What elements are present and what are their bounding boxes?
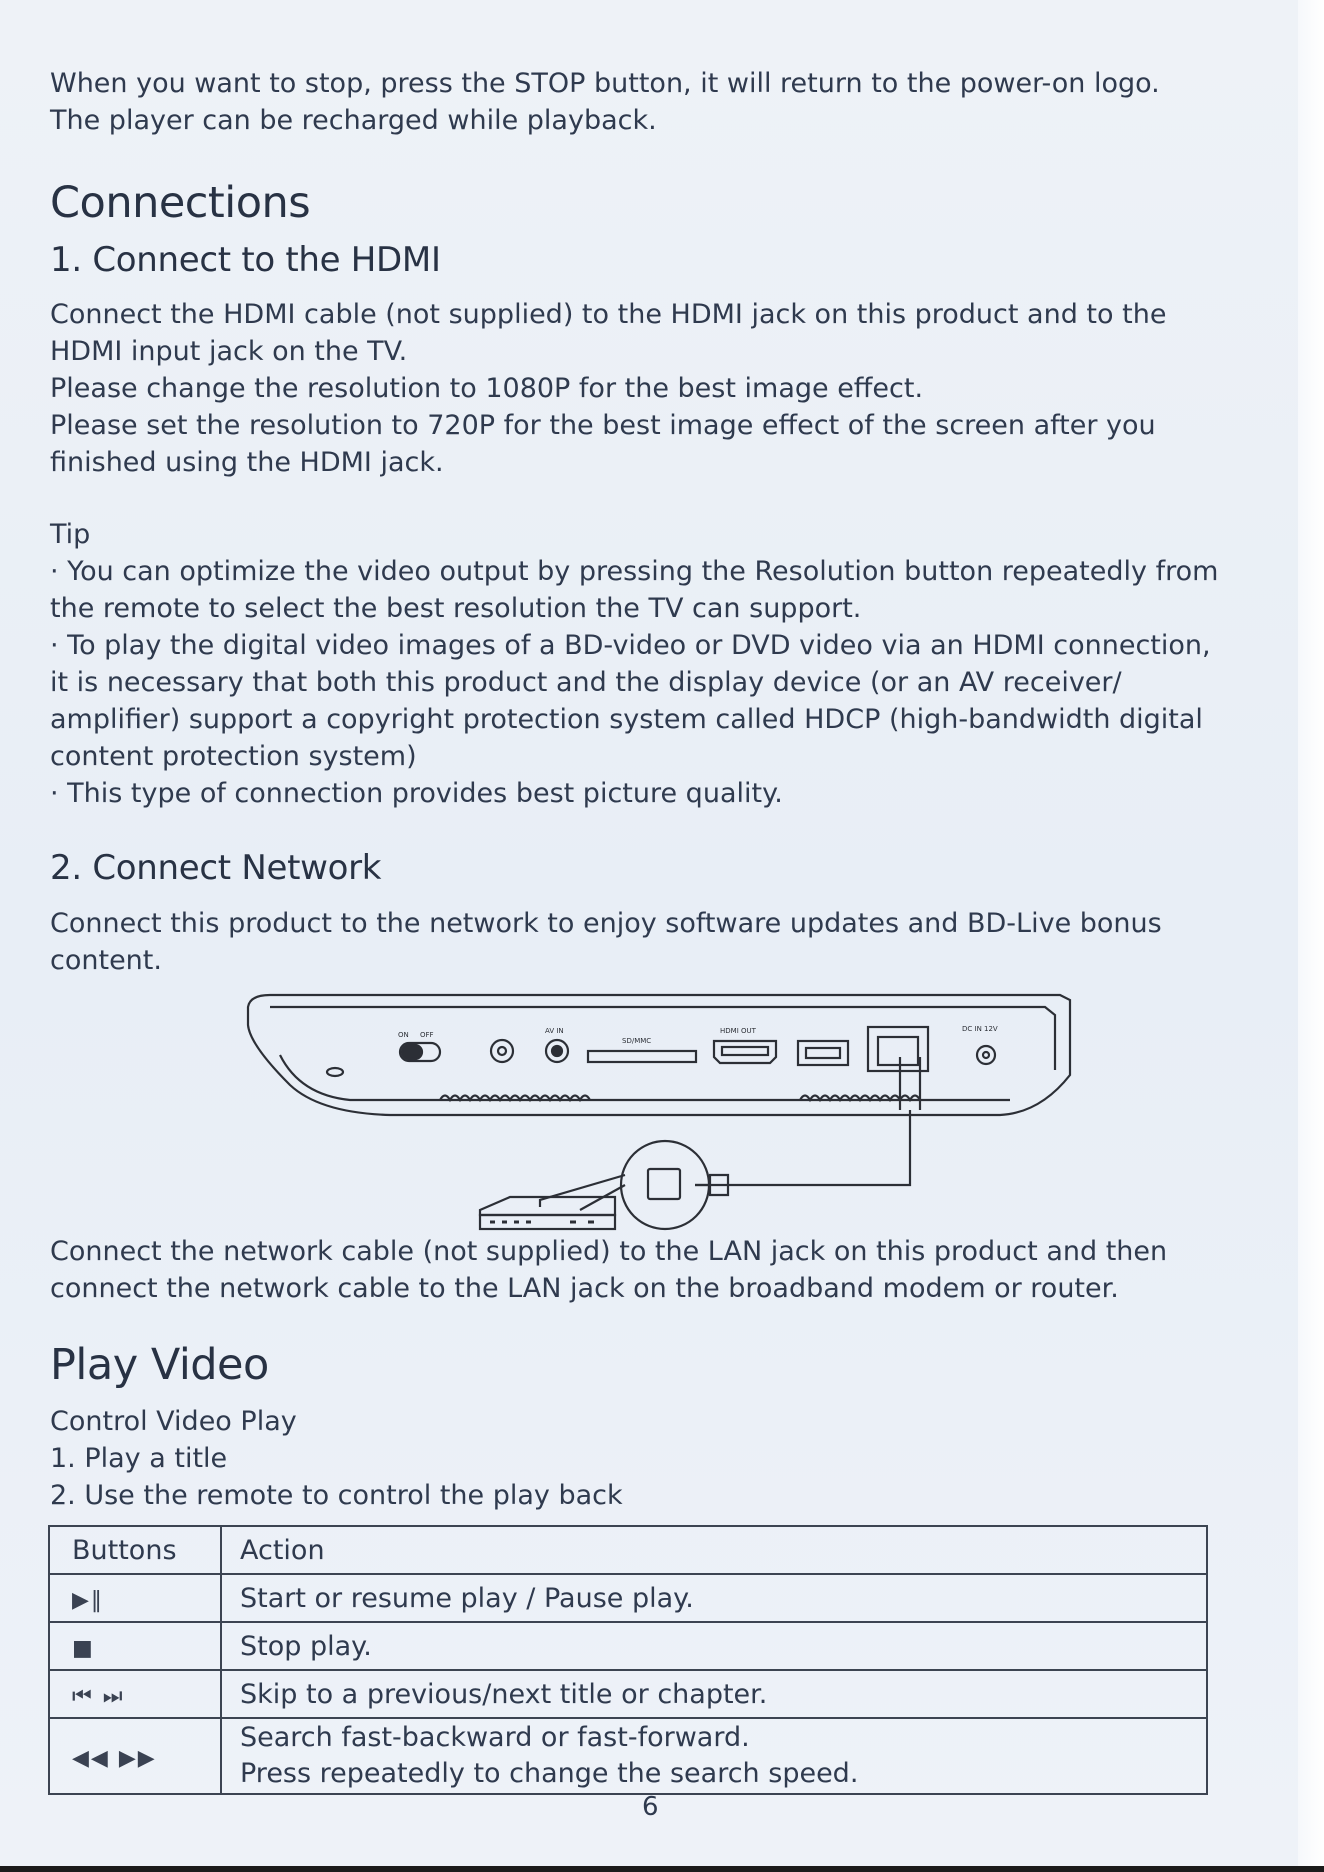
action-cell <box>221 1718 1207 1794</box>
network-cable <box>695 1057 920 1185</box>
network-line: connect the network cable to the LAN jack on the broadband modem or router. <box>50 1273 1119 1304</box>
tip-label: Tip <box>50 519 91 550</box>
network-paragraph <box>50 905 1250 979</box>
column-header-buttons: Buttons <box>49 1526 221 1574</box>
action-line: Search fast-backward or fast-forward. <box>240 1722 750 1753</box>
step-item: 1. Play a title <box>50 1443 228 1474</box>
player-network-diagram <box>240 985 1080 1235</box>
label-on: ON <box>398 1031 409 1039</box>
label-off: OFF <box>420 1031 434 1039</box>
skip-prev-next-icon: ⏮ ⏭ <box>72 1683 125 1709</box>
subheading-control-video-play: Control Video Play <box>50 1406 297 1437</box>
hdmi-line: finished using the HDMI jack. <box>50 447 444 478</box>
play-video-steps <box>50 1403 1250 1514</box>
label-hdmi-out: HDMI OUT <box>720 1027 756 1035</box>
tip-line: amplifier) support a copyright protection system called HDCP (high-bandwidth digital <box>50 704 1203 735</box>
tip-line: · To play the digital video images of a BD-video or DVD video via an HDMI connection, <box>50 630 1211 661</box>
hdmi-line: Please set the resolution to 720P for the best image effect of the screen after you <box>50 410 1156 441</box>
tip-line: the remote to select the best resolution the TV can support. <box>50 593 862 624</box>
table-row <box>49 1718 1207 1794</box>
remote-buttons-table <box>48 1525 1208 1795</box>
intro-paragraph <box>50 65 1250 139</box>
hdmi-line: Connect the HDMI cable (not supplied) to the HDMI jack on this product and to the <box>50 299 1167 330</box>
dc-in-jack <box>977 1046 995 1064</box>
action-cell: Stop play. <box>221 1622 1207 1670</box>
connection-diagram <box>240 985 1080 1239</box>
step-item: 2. Use the remote to control the play back <box>50 1480 623 1511</box>
table-row <box>49 1670 1207 1718</box>
tip-block <box>50 516 1250 812</box>
rewind-fastforward-icon: ◀◀ ▶▶ <box>72 1745 157 1771</box>
column-header-action: Action <box>221 1526 1207 1574</box>
intro-line: The player can be recharged while playback. <box>50 105 657 136</box>
page-edge <box>1298 0 1324 1872</box>
action-line: Press repeatedly to change the search speed. <box>240 1758 859 1789</box>
network-line: Connect the network cable (not supplied) to the LAN jack on this product and then <box>50 1236 1168 1267</box>
hdmi-port <box>714 1041 776 1063</box>
page-number: 6 <box>642 1792 659 1822</box>
table-row <box>49 1622 1207 1670</box>
page-bottom-border <box>0 1866 1324 1872</box>
sd-card-slot <box>588 1051 696 1062</box>
network-line: Connect this product to the network to enjoy software updates and BD-Live bonus <box>50 908 1162 939</box>
headphone-jack <box>491 1040 513 1062</box>
intro-line: When you want to stop, press the STOP button, it will return to the power-on logo. <box>50 68 1160 99</box>
tip-line: it is necessary that both this product and the display device (or an AV receiver/ <box>50 667 1122 698</box>
tip-line: content protection system) <box>50 741 417 772</box>
section-title-play-video: Play Video <box>50 1340 269 1390</box>
play-pause-icon: ▶‖ <box>72 1587 104 1613</box>
action-cell: Skip to a previous/next title or chapter. <box>221 1670 1207 1718</box>
section-title-connections: Connections <box>50 178 311 228</box>
subsection-title-network: 2. Connect Network <box>50 848 382 888</box>
table-row <box>49 1574 1207 1622</box>
table-header-row <box>49 1526 1207 1574</box>
label-sd-mmc: SD/MMC <box>622 1037 652 1045</box>
player-body <box>248 995 1070 1115</box>
router <box>480 1197 615 1215</box>
network-cable-paragraph <box>50 1233 1250 1307</box>
network-line: content. <box>50 945 162 976</box>
hdmi-paragraph <box>50 296 1250 481</box>
hdmi-line: Please change the resolution to 1080P for the best image effect. <box>50 373 924 404</box>
action-cell: Start or resume play / Pause play. <box>221 1574 1207 1622</box>
stop-icon: ■ <box>72 1635 95 1661</box>
subsection-title-hdmi: 1. Connect to the HDMI <box>50 240 441 280</box>
tip-line: · This type of connection provides best picture quality. <box>50 778 783 809</box>
hdmi-line: HDMI input jack on the TV. <box>50 336 408 367</box>
label-av-in: AV IN <box>545 1027 564 1035</box>
tip-line: · You can optimize the video output by pressing the Resolution button repeatedly from <box>50 556 1219 587</box>
label-dc-in: DC IN 12V <box>962 1025 998 1033</box>
